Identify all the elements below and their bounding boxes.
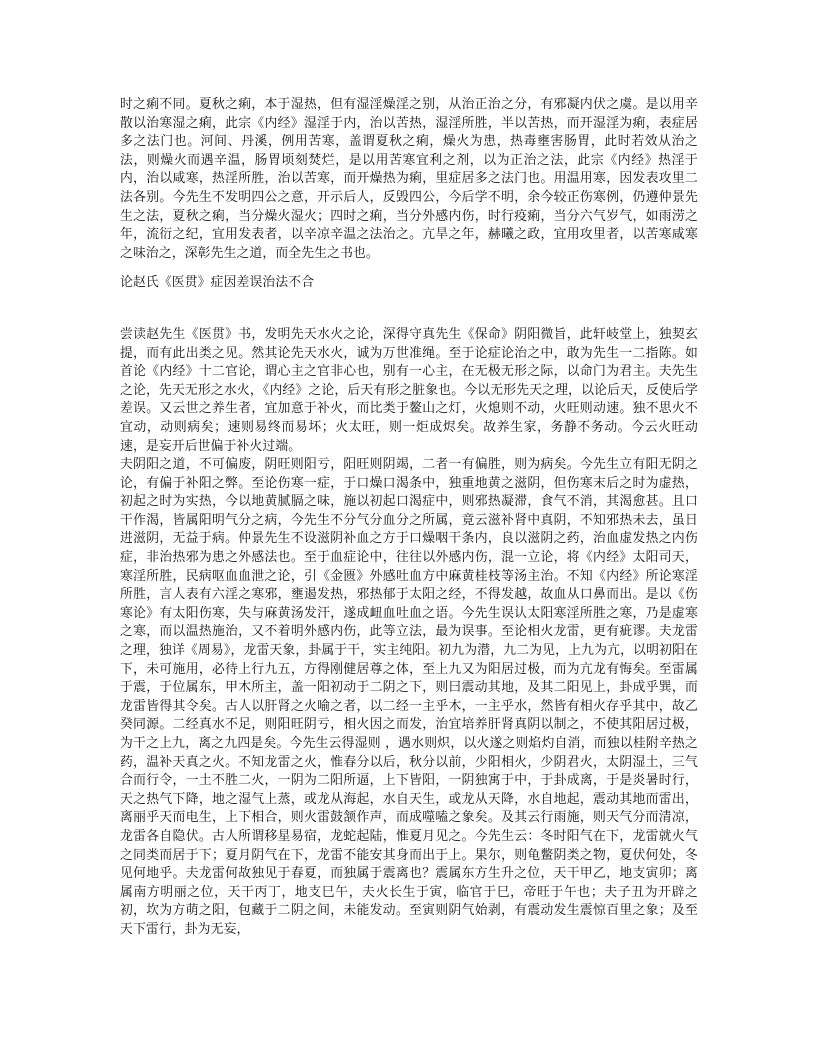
intro-paragraph: 时之痢不同。夏秋之痢，本于湿热，但有湿淫燥淫之别，从治正治之分，有邪凝内伏之虞。是以用辛散以治寒湿之痢，此宗《内经》湿淫于内，治以苦热，湿淫所胜，半以苦热，而开湿淫为痢，表症居多之法门也。河间、丹溪，例用苦寒，盖谓夏秋之痢，燥火为患，热毒壅害肠胃，此时若效从治之法，则燥火而遇辛温，肠胃顷刻焚烂，是以用苦寒宜利之剂，以为正治之法，此宗《内经》热淫于内，治以咸寒，热淫所胜，治以苦寒，而开燥热为痢，里症居多之法门也。用温用寒，因发表攻里二法各别。今先生不发明四公之意，开示后人，反毁四公，今后学不明，余今较正伤寒例，仍遵仲景先生之法，夏秋之痢，当分燥火湿火；四时之痢，当分外感内伤，时行疫痢，当分六气岁气，如雨涝之年，流衍之纪，宜用发表者，以辛凉辛温之法治之。亢旱之年，赫曦之政，宜用攻里者，以苦寒咸寒之味治之，深彰先生之道，而全先生之书也。 xyxy=(120,97,698,261)
section-heading: 论赵氏《医贯》症因差误治法不合 xyxy=(120,275,315,291)
document-page xyxy=(120,96,698,940)
body-paragraph-1: 尝读赵先生《医贯》书，发明先天水火之论，深得守真先生《保命》阴阳微旨，此轩岐堂上，独契玄提，而有此出类之见。然其论先天水火，诚为万世准绳。至于论症论治之中，敢为先生一二指陈。如首论《内经》十二官论，谓心主之官非心也，别有一心主，在无极无形之际，以命门为君主。夫先生之论，先天无形之水火，《内经》之论，后天有形之脏象也。今以无形先天之理，以论后天，反使后学差误。又云世之养生者，宜加意于补火，而比类于鳌山之灯，火熄则不动，火旺则动速。独不思火不宜动，动则病矣；速则易终而易坏；火太旺，则一炬成烬矣。故养生家，务静不务动。今云火旺动速，是妄开后世偏于补火过端。 xyxy=(120,326,698,454)
body-paragraph-2: 夫阴阳之道，不可偏废，阴旺则阳亏，阳旺则阴竭，二者一有偏胜，则为病矣。今先生立有阳无阴之论，有偏于补阳之弊。至论伤寒一症，于口燥口渴条中，独重地黄之滋阴，但伤寒末后之时为虚热，初起之时为实热，今以地黄腻膈之味，施以初起口渴症中，则邪热凝滞，食气不消，其渴愈甚。且口干作渴，皆属阳明气分之病，今先生不分气分血分之所属，竟云滋补肾中真阴，不知邪热未去，虽日进滋阴，无益于病。仲景先生不设滋阴补血之方于口燥咽干条内，良以滋阴之药，治血虚发热之内伤症，非治热邪为患之外感法也。至于血症论中，往往以外感内伤，混一立论，将《内经》太阳司天，寒淫所胜，民病呕血血泄之论，引《金匮》外感吐血方中麻黄桂枝等汤主治。不知《内经》所论寒淫所胜，言人表有六淫之寒邪，壅遏发热，邪热郁于太阳之经，不得发越，故血从口鼻而出。是以《伤寒论》有太阳伤寒，失与麻黄汤发汗，遂成衄血吐血之语。今先生误认太阳寒淫所胜之寒，乃是虚寒之寒，而以温热施治，又不着明外感内伤，此等立法，最为误事。至论相火龙雷，更有疵谬。夫龙雷之理，独详《周易》，龙雷天象，卦属于干，实主纯阳。初九为潜，九二为见，上九为亢，以明初阳在下，未可施用，必待上行九五，方得刚健居尊之体，至上九又为阳居过极，而为亢龙有悔矣。至雷属于震，于位属东，甲木所主，盖一阳初动于二阴之下，则曰震动其地，及其二阳见上，卦成乎巽，而龙雷皆得其令矣。古人以肝肾之火喻之者，以二经一主乎木，一主乎水，然皆有相火存乎其中，故乙癸同源。二经真水不足，则阳旺阴亏，相火因之而发，治宜培养肝肾真阴以制之，不使其阳居过极，为干之上九，离之九四是矣。今先生云得湿则 ，遇水则炽，以火遂之则焰灼自消，而独以桂附辛热之药，温补天真之火。不知龙雷之火，惟春分以后，秋分以前，少阳相火，少阴君火，太阴湿土，三气合而行令，一土不胜二火，一阴为二阳所逼，上下皆阳，一阴独寓于中，于卦成离，于是炎暑时行，天之热气下降，地之湿气上蒸，或龙从海起，水自天生，或龙从天降，水自地起，震动其地而雷出，离丽乎天而电生，上下相合，则火雷鼓颔作声，而成噬嗑之象矣。及其云行雨施，则天气分而清凉，龙雷各自隐伏。古人所谓移星易宿，龙蛇起陆，惟夏月见之。今先生云：冬时阳气在下，龙雷就火气之同类而居于下；夏月阴气在下，龙雷不能安其身而出于上。果尔，则龟鳖阴类之物，夏伏何处，冬见何地乎。夫龙雷何故独见于春夏，而独属于震离也？震属东方生升之位，天干甲乙，地支寅卯；离属南方明丽之位，天干丙丁，地支巳午，夫火长生于寅，临官于巳，帝旺于午也；夫子丑为开辟之初，坎为方萌之阳，包藏于二阴之间，未能发动。至寅则阴气始剥，有震动发生震惊百里之象；及至天下雷行，卦为无妄， xyxy=(120,457,698,937)
